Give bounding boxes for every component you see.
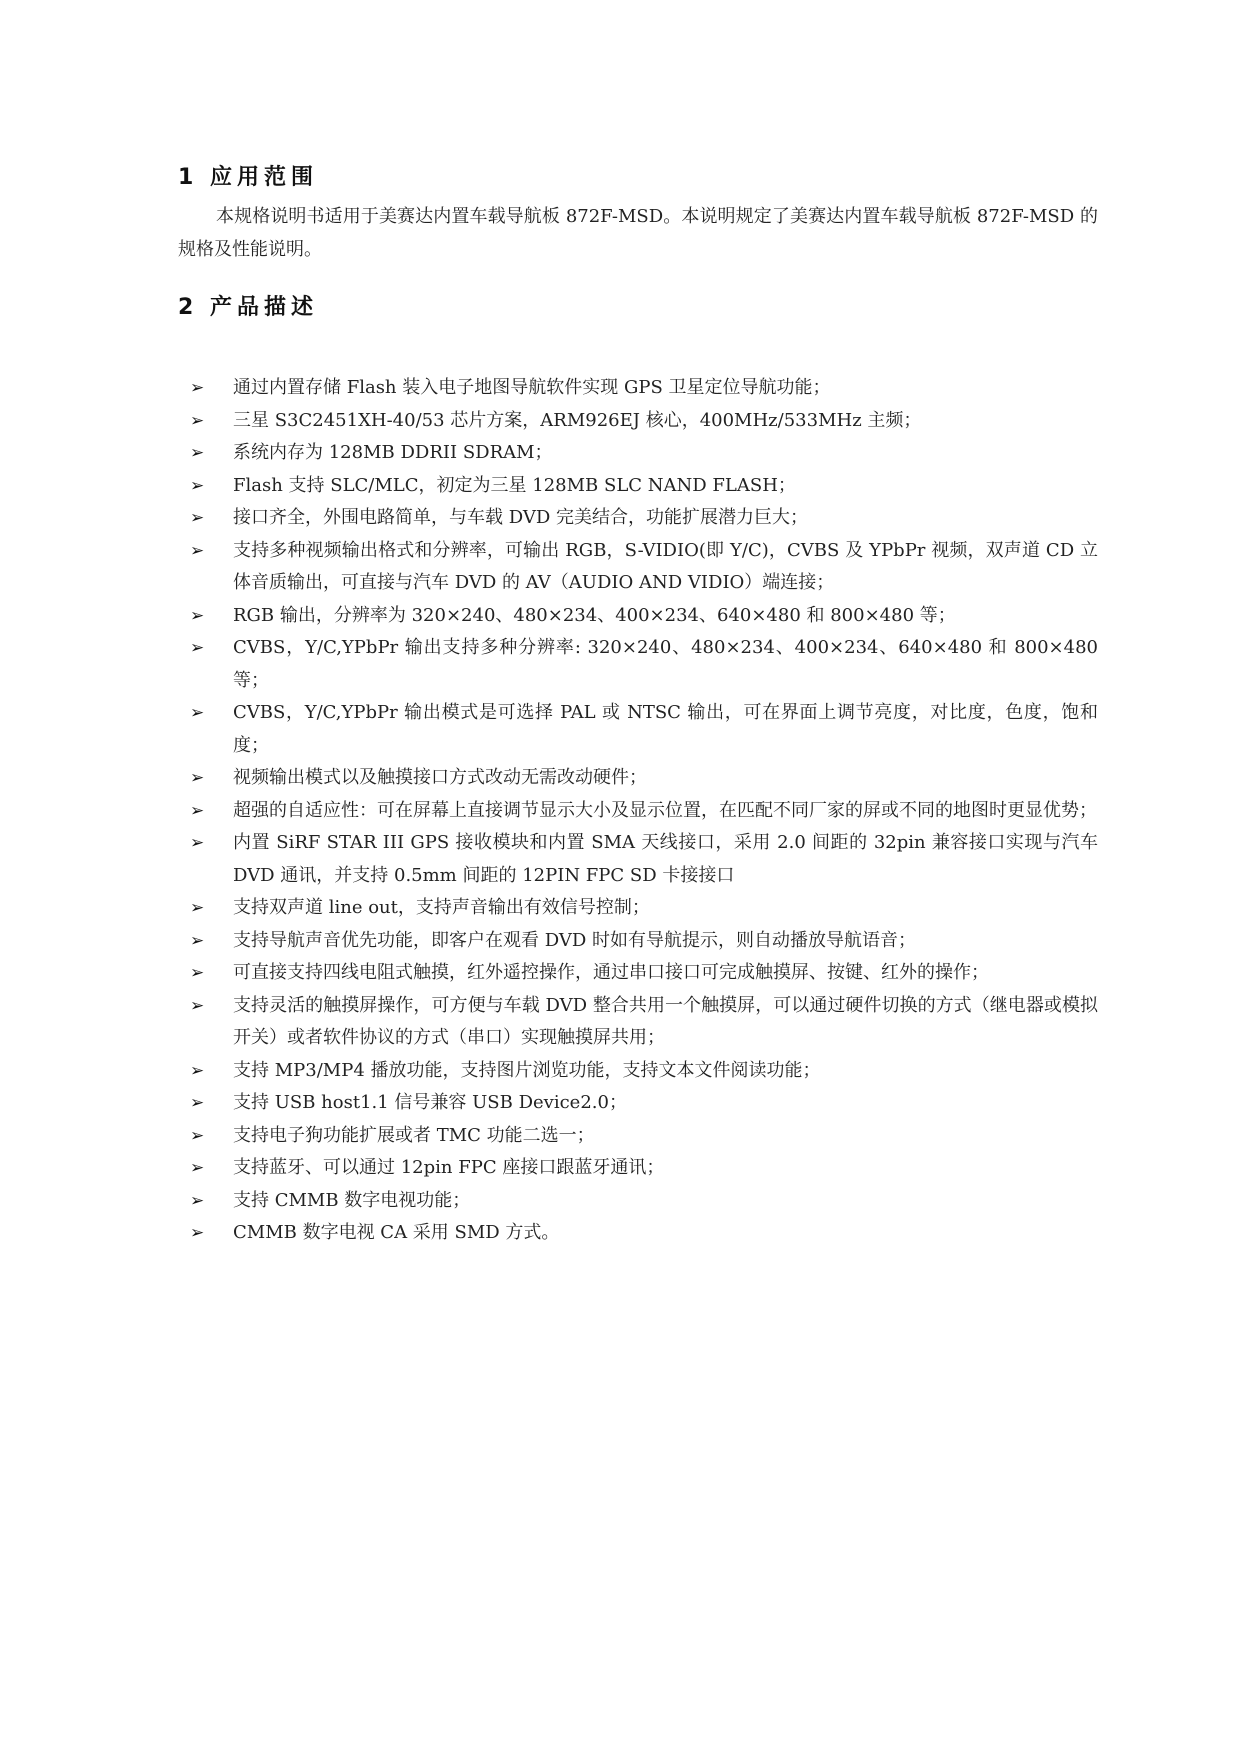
arrow-bullet-icon: ➢ (190, 1125, 205, 1146)
list-item-text: 通过内置存储 Flash 装入电子地图导航软件实现 GPS 卫星定位导航功能； (233, 377, 831, 398)
list-item-text: 接口齐全，外围电路简单，与车载 DVD 完美结合，功能扩展潜力巨大； (233, 507, 808, 528)
list-item (190, 762, 1098, 795)
arrow-bullet-icon: ➢ (190, 833, 205, 853)
list-item-text: 系统内存为 128MB DDRII SDRAM； (233, 442, 553, 463)
section-1-paragraph: 本规格说明书适用于美赛达内置车载导航板 872F-MSD。本说明规定了美赛达内置车载导航板 872F-MSD 的规格及性能说明。 (178, 206, 1098, 260)
list-item-text: 支持导航声音优先功能，即客户在观看 DVD 时如有导航提示，则自动播放导航语音； (233, 929, 916, 951)
arrow-bullet-icon: ➢ (190, 508, 205, 528)
list-item (190, 1217, 1098, 1250)
arrow-bullet-icon: ➢ (190, 443, 205, 463)
arrow-bullet-icon: ➢ (190, 768, 205, 788)
list-item (190, 1087, 1098, 1120)
arrow-bullet-icon: ➢ (190, 638, 205, 658)
list-item-text: 支持 USB host1.1 信号兼容 USB Device2.0； (233, 1092, 627, 1113)
list-item (190, 600, 1098, 633)
list-item (190, 957, 1098, 990)
list-item-text: CVBS，Y/C,YPbPr 输出支持多种分辨率: 320×240、480×234、400×234、640×480 和 800×480 等； (233, 637, 1098, 691)
list-item-text: 支持灵活的触摸屏操作，可方便与车载 DVD 整合共用一个触摸屏，可以通过硬件切换的方式（继电器或模拟开关）或者软件协议的方式（串口）实现触摸屏共用； (233, 994, 1098, 1048)
list-item (190, 502, 1098, 535)
list-item-text: 三星 S3C2451XH-40/53 芯片方案，ARM926EJ 核心，400MHz/533MHz 主频； (233, 409, 922, 431)
arrow-bullet-icon: ➢ (190, 995, 205, 1016)
list-item (190, 795, 1098, 828)
list-item (190, 372, 1098, 405)
list-item (190, 892, 1098, 925)
list-item-text: 支持多种视频输出格式和分辨率，可输出 RGB，S-VIDIO(即 Y/C)，CVBS 及 YPbPr 视频，双声道 CD 立体音质输出，可直接与汽车 DVD 的 AV（AUDIO AND VIDIO）端连接； (233, 539, 1098, 593)
arrow-bullet-icon: ➢ (190, 540, 205, 561)
list-item (190, 1152, 1098, 1185)
section-2-heading (178, 290, 318, 321)
list-item-text: 支持 CMMB 数字电视功能； (233, 1189, 471, 1211)
list-item (190, 1120, 1098, 1153)
list-item-text: 内置 SiRF STAR III GPS 接收模块和内置 SMA 天线接口，采用 2.0 间距的 32pin 兼容接口实现与汽车 DVD 通讯，并支持 0.5mm 间距的 12PIN FPC SD 卡接接口 (233, 832, 1098, 886)
arrow-bullet-icon: ➢ (190, 475, 205, 496)
list-item-text: 超强的自适应性：可在屏幕上直接调节显示大小及显示位置，在匹配不同厂家的屏或不同的地图时更显优势； (233, 799, 1097, 821)
arrow-bullet-icon: ➢ (190, 800, 205, 821)
arrow-bullet-icon: ➢ (190, 605, 205, 626)
list-item (190, 535, 1098, 600)
list-item (190, 1055, 1098, 1088)
arrow-bullet-icon: ➢ (190, 963, 205, 983)
section-1-title: 应用范围 (210, 165, 319, 190)
section-2-title: 产品描述 (210, 295, 319, 320)
list-item-text: 支持双声道 line out，支持声音输出有效信号控制； (233, 897, 650, 918)
arrow-bullet-icon: ➢ (190, 378, 205, 398)
arrow-bullet-icon: ➢ (190, 930, 205, 951)
section-1-heading (178, 160, 318, 191)
arrow-bullet-icon: ➢ (190, 1158, 205, 1178)
list-item-text: 支持蓝牙、可以通过 12pin FPC 座接口跟蓝牙通讯； (233, 1157, 665, 1178)
list-item (190, 990, 1098, 1055)
list-item (190, 697, 1098, 762)
arrow-bullet-icon: ➢ (190, 1223, 205, 1243)
arrow-bullet-icon: ➢ (190, 1060, 205, 1081)
list-item-text: Flash 支持 SLC/MLC，初定为三星 128MB SLC NAND FLASH； (233, 474, 796, 496)
list-item-text: CMMB 数字电视 CA 采用 SMD 方式。 (233, 1222, 560, 1243)
list-item-text: 支持 MP3/MP4 播放功能，支持图片浏览功能，支持文本文件阅读功能； (233, 1059, 821, 1081)
list-item (190, 470, 1098, 503)
list-item (190, 437, 1098, 470)
product-feature-list (190, 372, 1098, 1250)
section-1-number: 1 (178, 165, 194, 190)
list-item (190, 1185, 1098, 1218)
list-item-text: 支持电子狗功能扩展或者 TMC 功能二选一； (233, 1124, 595, 1146)
list-item-text: RGB 输出，分辨率为 320×240、480×234、400×234、640×480 和 800×480 等； (233, 604, 956, 626)
list-item-text: 可直接支持四线电阻式触摸，红外遥控操作，通过串口接口可完成触摸屏、按键、红外的操作； (233, 962, 989, 983)
arrow-bullet-icon: ➢ (190, 703, 205, 723)
list-item (190, 405, 1098, 438)
arrow-bullet-icon: ➢ (190, 898, 205, 918)
list-item (190, 925, 1098, 958)
arrow-bullet-icon: ➢ (190, 410, 205, 431)
arrow-bullet-icon: ➢ (190, 1093, 205, 1113)
list-item (190, 632, 1098, 697)
list-item (190, 827, 1098, 892)
section-2-number: 2 (178, 295, 194, 320)
list-item-text: 视频输出模式以及触摸接口方式改动无需改动硬件； (233, 767, 647, 788)
arrow-bullet-icon: ➢ (190, 1190, 205, 1211)
list-item-text: CVBS，Y/C,YPbPr 输出模式是可选择 PAL 或 NTSC 输出，可在界面上调节亮度，对比度，色度，饱和度； (233, 702, 1098, 756)
